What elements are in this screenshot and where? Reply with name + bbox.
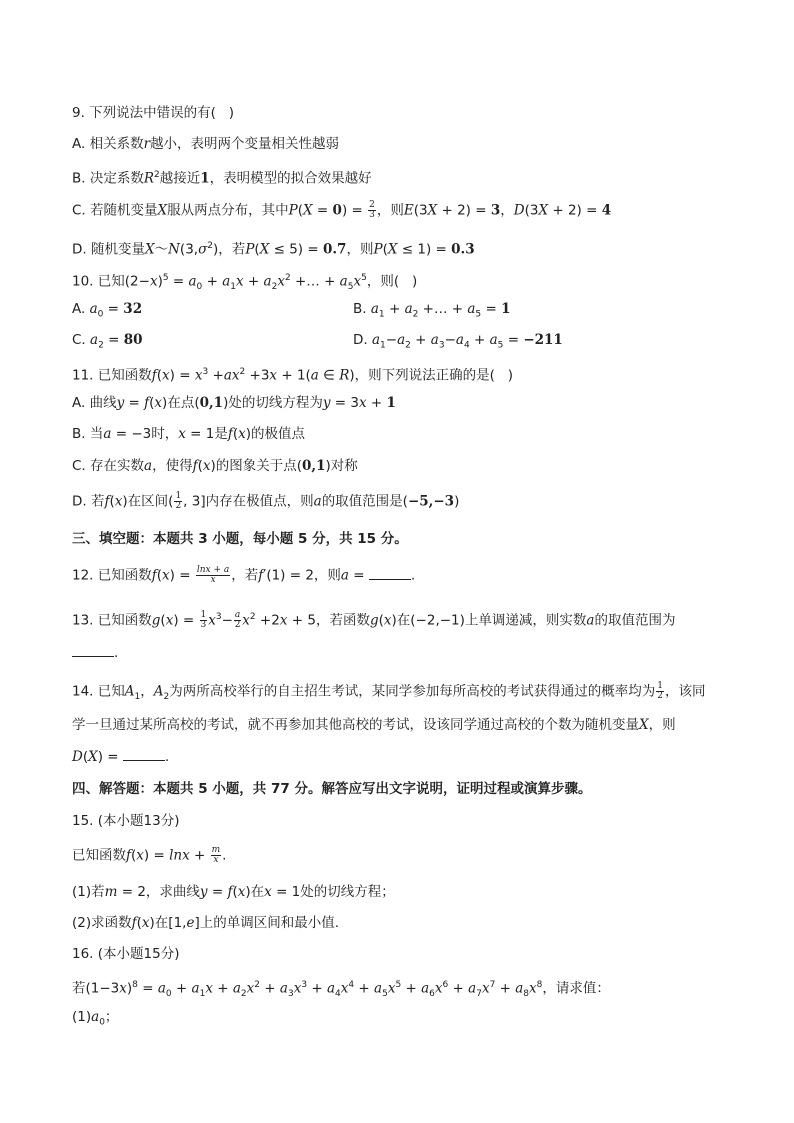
q10-option-d: D. $a_1-a_2 + a_3-a_4 + a_5 = -211$ [353,332,563,351]
q15-title: 15. (本小题13分) [72,813,180,829]
section-4-header: 四、解答题：本题共 5 小题，共 77 分。解答应写出文字说明，证明过程或演算步骤。 [72,781,592,797]
q11-option-c: C. 存在实数a，使得f(x)的图象关于点(0,1)对称 [72,458,358,474]
q11-option-d: D. 若f(x)在区间( $\frac{1}{2}$ , 3]内存在极值点，则a的取值范围是(−5,−3) [72,491,460,511]
q9-option-a: A. 相关系数r越小，表明两个变量相关性越弱 [72,136,340,152]
q11-stem: 11. 已知函数$f(x) = x^3 +ax^2 +3x + 1(a$ ∈ R)，则下列说法正确的是( ) [72,367,514,384]
q12: 12. 已知函数f(x) = $\frac{\ln x + a}{x}$ ，若f′(1) = 2，则a = . [72,565,416,585]
q14-line1: 14. 已知$A_1$，$A_2$为两所高校举行的自主招生考试，某同学参加每所高校的考试获得通过的概率均为 $\frac{1}{2}$ ，该同 [72,681,706,703]
q9-option-b: B. 决定系数$R^2$越接近1，表明模型的拟合效果越好 [72,170,372,187]
q16-part1: $(1)a_0$； [72,1009,119,1028]
q16-title: 16. (本小题15分) [72,946,180,962]
q10-option-a: A. $a_0 = 32$ [72,301,143,320]
q10-option-c: C. $a_2 = 80$ [72,332,143,351]
q15-part2: (2)求函数f(x)在[1,e]上的单调区间和最小值. [72,915,340,931]
q11-option-b: B. 当a = −3时，x = 1是f(x)的极值点 [72,426,306,442]
q10-stem: 10. 已知$(2-x)^5 = a_0 + a_1x + a_2x^2$ +… + $a_5x^5$，则( ) [72,273,418,293]
q9-option-d: D. 随机变量$X\sim N(3,\sigma^2)$，若P(X ≤ 5) = 0.7，则P(X ≤ 1) = 0.3 [72,241,475,258]
q13-line1: 13. 已知函数g(x) = $\frac{1}{3}$ $x^3-$ $\frac{a}{2}$ $x^2 +2x + 5$，若函数g(x)在(−2,−1)上单调递减，则实数a的取值范围为 [72,610,676,630]
q9-stem: 9. 下列说法中错误的有( ) [72,105,235,121]
q14-line3: D(X) = . [72,749,170,765]
q15-stem: 已知函数f(x) = lnx + $\frac{m}{x}$ . [72,845,227,865]
q10-option-b: B. $a_1 + a_2$ +… + $a_5 = 1$ [353,301,511,320]
q11-option-a: A. 曲线y = f(x)在点(0,1)处的切线方程为y = 3x + 1 [72,395,396,411]
q13-line2: . [72,644,118,662]
q16-stem: 若$(1-3x)^8 = a_0 + a_1x + a_2x^2 + a_3x^3 + a_4x^4 + a_5x^5 + a_6x^6 + a_7x^7 + a_8x^8$，请求值： [72,980,610,1000]
q9-option-c: C. 若随机变量X服从两点分布，其中P(X = 0) = $\frac{2}{3}$ ，则E(3X + 2) = 3，D(3X + 2) = 4 [72,200,612,220]
q15-part1: (1)若m = 2，求曲线y = f(x)在x = 1处的切线方程； [72,884,395,900]
section-3-header: 三、填空题：本题共 3 小题，每小题 5 分，共 15 分。 [72,531,408,547]
q14-line2: 学一旦通过某所高校的考试，就不再参加其他高校的考试，设该同学通过高校的个数为随机变量X，则 [72,717,676,733]
